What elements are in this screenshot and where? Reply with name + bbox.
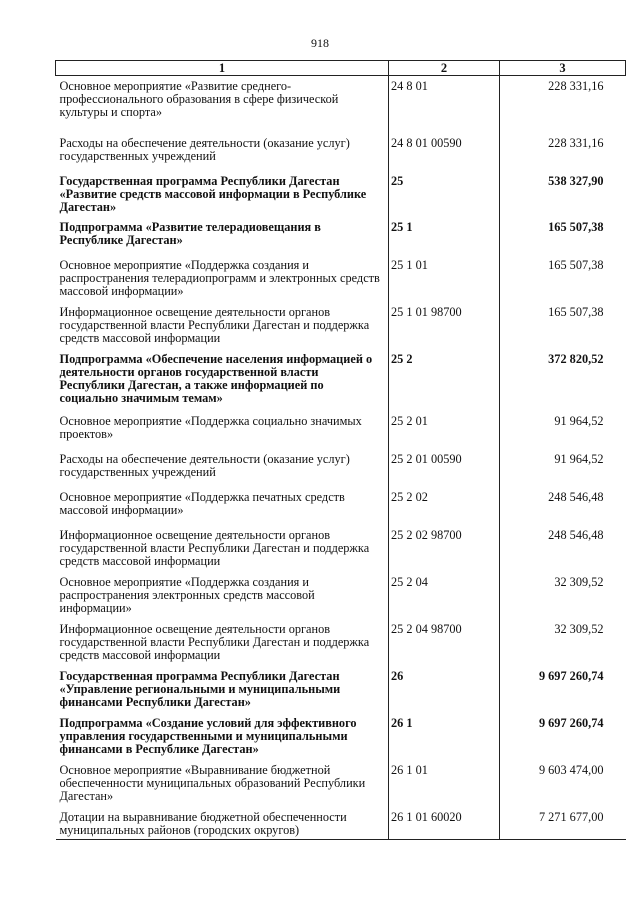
table-header xyxy=(56,61,626,76)
row-amount-cell: 32 309,52 xyxy=(554,574,604,589)
row-name-cell: Расходы на обеспечение деятельности (оказание услуг) государственных учреждений xyxy=(56,133,389,171)
row-code-cell: 26 xyxy=(389,666,500,713)
table-row xyxy=(56,349,626,411)
table-row xyxy=(56,487,626,525)
row-code-cell: 25 1 xyxy=(389,217,500,255)
row-amount-cell: 32 309,52 xyxy=(554,621,604,636)
row-name-cell: Основное мероприятие «Поддержка печатных средств массовой информации» xyxy=(56,487,389,525)
header-row xyxy=(56,61,626,76)
table-row xyxy=(56,76,626,133)
row-code-cell: 24 8 01 00590 xyxy=(389,133,500,171)
row-code-cell: 25 xyxy=(389,171,500,217)
row-amount-cell: 165 507,38 xyxy=(548,304,604,319)
row-code-cell: 25 2 01 xyxy=(389,411,500,449)
row-code-cell: 25 1 01 98700 xyxy=(389,302,500,349)
row-name-cell: Подпрограмма «Создание условий для эффективного управления государственными и муниципальными финансами в Республике Дагестан» xyxy=(56,713,389,760)
table-row xyxy=(56,760,626,807)
table-row xyxy=(56,666,626,713)
row-code-cell: 26 1 01 xyxy=(389,760,500,807)
table-row xyxy=(56,255,626,302)
column-header-name: 1 xyxy=(56,61,389,76)
table-row xyxy=(56,302,626,349)
row-amount-cell: 7 271 677,00 xyxy=(500,807,626,840)
row-name-cell: Государственная программа Республики Дагестан «Управление региональными и муниципальными финансами Республики Дагестан» xyxy=(56,666,389,713)
row-amount-cell: 248 546,48 xyxy=(548,527,604,542)
table-row xyxy=(56,713,626,760)
table-row xyxy=(56,525,626,572)
row-name-cell: Информационное освещение деятельности органов государственной власти Республики Дагестан и поддержка средств массовой информации xyxy=(56,302,389,349)
row-code-cell: 25 1 01 xyxy=(389,255,500,302)
table-body xyxy=(56,76,626,840)
row-amount-cell: 91 964,52 xyxy=(554,413,604,428)
row-code-cell: 25 2 xyxy=(389,349,500,411)
row-code-cell: 26 1 01 60020 xyxy=(389,807,500,840)
row-amount-cell: 165 507,38 xyxy=(548,257,604,272)
row-name-cell: Государственная программа Республики Дагестан «Развитие средств массовой информации в Республике Дагестан» xyxy=(56,171,389,217)
row-code-cell: 25 2 01 00590 xyxy=(389,449,500,487)
row-amount-cell: 9 603 474,00 xyxy=(538,762,604,777)
table-row xyxy=(56,807,626,840)
row-code-cell: 25 2 04 xyxy=(389,572,500,619)
row-name-cell: Основное мероприятие «Поддержка создания и распространения телерадиопрограмм и электронных средств массовой информации» xyxy=(56,255,389,302)
row-name-cell: Информационное освещение деятельности органов государственной власти Республики Дагестан и поддержка средств массовой информации xyxy=(56,619,389,666)
row-name-cell: Расходы на обеспечение деятельности (оказание услуг) государственных учреждений xyxy=(56,449,389,487)
row-amount-cell: 9 697 260,74 xyxy=(538,668,604,683)
table-row xyxy=(56,411,626,449)
row-code-cell: 25 2 02 xyxy=(389,487,500,525)
table-row xyxy=(56,619,626,666)
row-name-cell: Основное мероприятие «Поддержка социально значимых проектов» xyxy=(56,411,389,449)
row-amount-cell: 372 820,52 xyxy=(548,351,604,366)
row-amount-cell: 248 546,48 xyxy=(548,489,604,504)
table-row xyxy=(56,217,626,255)
row-name-cell: Основное мероприятие «Поддержка создания и распространения электронных средств массовой информации» xyxy=(56,572,389,619)
row-name-cell: Основное мероприятие «Развитие среднего-профессионального образования в сфере физической культуры и спорта» xyxy=(56,76,389,133)
row-code-cell: 25 2 04 98700 xyxy=(389,619,500,666)
row-amount-cell: 91 964,52 xyxy=(554,451,604,466)
table-row xyxy=(56,133,626,171)
row-amount-cell: 228 331,16 xyxy=(548,79,604,93)
row-name-cell: Дотации на выравнивание бюджетной обеспеченности муниципальных районов (городских округов) xyxy=(56,807,389,840)
row-name-cell: Подпрограмма «Развитие телерадиовещания в Республике Дагестан» xyxy=(56,217,389,255)
table-row xyxy=(56,171,626,217)
page-number: 918 xyxy=(311,36,329,50)
row-amount-cell: 165 507,38 xyxy=(548,219,604,234)
column-header-amount: 3 xyxy=(500,61,626,76)
row-name-cell: Информационное освещение деятельности органов государственной власти Республики Дагестан и поддержка средств массовой информации xyxy=(56,525,389,572)
column-header-code: 2 xyxy=(389,61,500,76)
row-name-cell: Подпрограмма «Обеспечение населения информацией о деятельности органов государственной власти Республики Дагестан, а также информацией по социально значимым темам» xyxy=(56,349,389,411)
row-amount-cell: 228 331,16 xyxy=(548,135,604,150)
row-code-cell: 24 8 01 xyxy=(389,76,500,133)
table-row xyxy=(56,449,626,487)
row-code-cell: 25 2 02 98700 xyxy=(389,525,500,572)
row-amount-cell: 9 697 260,74 xyxy=(538,715,604,730)
row-amount-cell: 538 327,90 xyxy=(548,173,604,188)
row-name-cell: Основное мероприятие «Выравнивание бюджетной обеспеченности муниципальных образований Республики Дагестан» xyxy=(56,760,389,807)
table-row xyxy=(56,572,626,619)
row-code-cell: 26 1 xyxy=(389,713,500,760)
budget-table xyxy=(55,60,626,840)
